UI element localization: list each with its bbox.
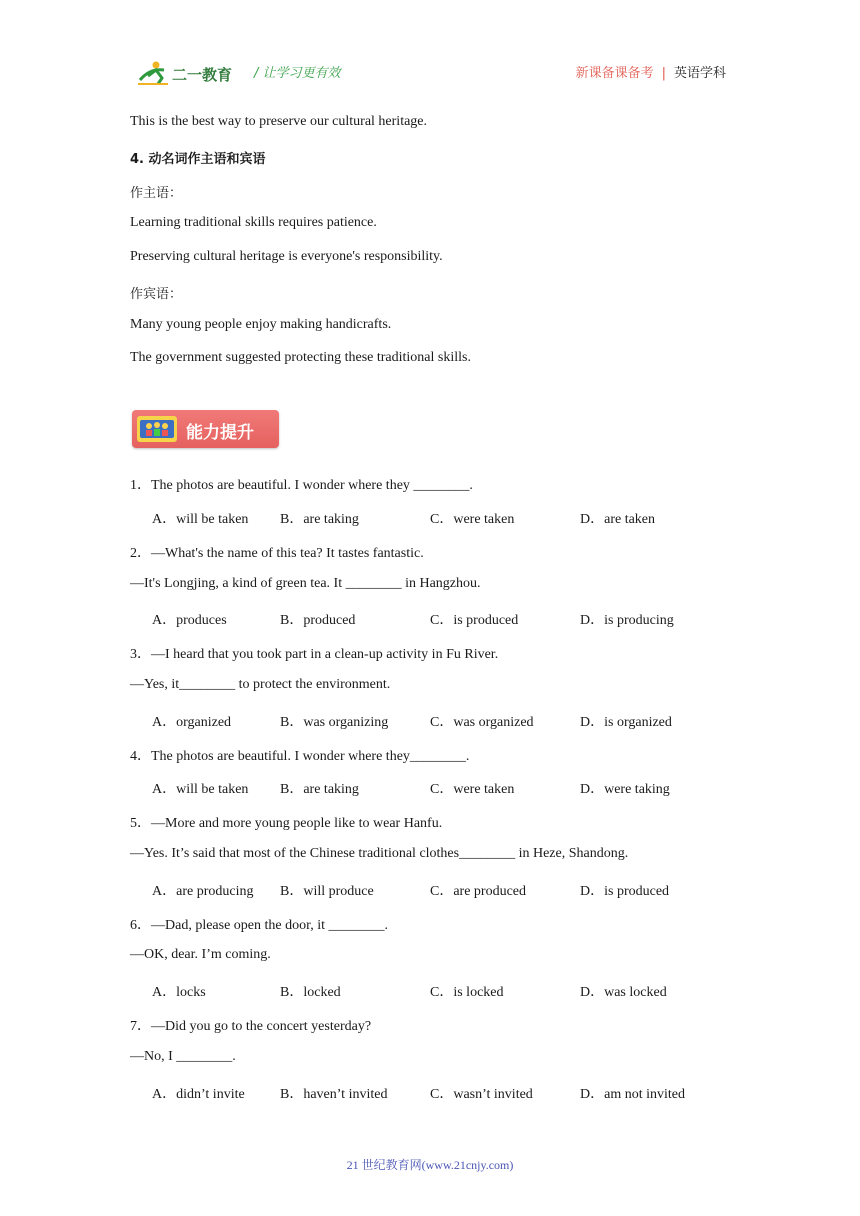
question-3-option-c[interactable]: C．was organized [430, 715, 534, 730]
subject-example-2: Preserving cultural heritage is everyone's responsibility. [130, 249, 443, 264]
question-7-option-a[interactable]: A．didn’t invite [152, 1087, 245, 1102]
question-3-option-d[interactable]: D．is organized [580, 715, 672, 730]
question-6-option-b[interactable]: B．locked [280, 985, 341, 1000]
question-6-reply: —OK, dear. I’m coming. [130, 947, 271, 962]
question-6-stem: 6．—Dad, please open the door, it ________. [130, 918, 389, 933]
question-6-option-c[interactable]: C．is locked [430, 985, 504, 1000]
question-7-stem: 7．—Did you go to the concert yesterday? [130, 1019, 372, 1034]
intro-sentence: This is the best way to preserve our cultural heritage. [130, 114, 428, 129]
question-4-stem: 4．The photos are beautiful. I wonder where they________. [130, 749, 470, 764]
question-7-option-c[interactable]: C．wasn’t invited [430, 1087, 533, 1102]
question-2-stem: 2．—What's the name of this tea? It tastes fantastic. [130, 546, 424, 561]
subject-example-1: Learning traditional skills requires patience. [130, 215, 377, 230]
header-tagline: 新课备课备考 [575, 66, 654, 81]
question-3-option-a[interactable]: A．organized [152, 715, 232, 730]
people-icon [137, 416, 177, 442]
question-3-reply: —Yes, it________ to protect the environment. [130, 677, 391, 692]
question-5-option-c[interactable]: C．are produced [430, 884, 527, 899]
page-footer[interactable]: 21 世纪教育网(www.21cnjy.com) [346, 1158, 514, 1172]
question-4-option-c[interactable]: C．were taken [430, 782, 515, 797]
question-7-option-d[interactable]: D．am not invited [580, 1087, 685, 1102]
question-2-option-c[interactable]: C．is produced [430, 613, 519, 628]
page-header [130, 52, 726, 92]
question-1-option-d[interactable]: D．are taken [580, 512, 656, 527]
question-6-option-a[interactable]: A．locks [152, 985, 206, 1000]
question-4-option-b[interactable]: B．are taking [280, 782, 359, 797]
question-2-option-a[interactable]: A．produces [152, 613, 227, 628]
ability-banner [132, 410, 279, 448]
object-example-1: Many young people enjoy making handicrafts. [130, 317, 392, 332]
question-4-option-d[interactable]: D．were taking [580, 782, 670, 797]
question-7-reply: —No, I ________. [130, 1049, 236, 1064]
question-2-reply: —It's Longjing, a kind of green tea. It ________ in Hangzhou. [130, 576, 481, 591]
logo [134, 58, 242, 88]
question-6-option-d[interactable]: D．was locked [580, 985, 667, 1000]
question-3-stem: 3．—I heard that you took part in a clean-up activity in Fu River. [130, 647, 499, 662]
question-1-stem: 1．The photos are beautiful. I wonder where they ________. [130, 478, 473, 493]
question-5-reply: —Yes. It’s said that most of the Chinese traditional clothes________ in Heze, Shandong. [130, 846, 629, 861]
subject-label: 作主语： [130, 186, 183, 201]
banner-label: 能力提升 [186, 423, 254, 443]
question-4-option-a[interactable]: A．will be taken [152, 782, 249, 797]
question-5-option-b[interactable]: B．will produce [280, 884, 374, 899]
logo-text: 二一教育 [172, 66, 233, 84]
question-2-option-b[interactable]: B．produced [280, 613, 356, 628]
question-1-option-b[interactable]: B．are taking [280, 512, 359, 527]
header-subject: 英语学科 [673, 66, 726, 81]
header-separator: | [661, 66, 666, 81]
question-5-stem: 5．—More and more young people like to wear Hanfu. [130, 816, 443, 831]
question-3-option-b[interactable]: B．was organizing [280, 715, 389, 730]
question-5-option-a[interactable]: A．are producing [152, 884, 254, 899]
question-5-option-d[interactable]: D．is produced [580, 884, 670, 899]
question-7-option-b[interactable]: B．haven’t invited [280, 1087, 388, 1102]
question-1-option-a[interactable]: A．will be taken [152, 512, 249, 527]
question-1-option-c[interactable]: C．were taken [430, 512, 515, 527]
slogan: / 让学习更有效 [254, 66, 341, 81]
header-right [576, 62, 726, 81]
object-example-2: The government suggested protecting these traditional skills. [130, 350, 471, 365]
object-label: 作宾语： [130, 287, 183, 302]
question-2-option-d[interactable]: D．is producing [580, 613, 674, 628]
section-title: 4. 动名词作主语和宾语 [130, 152, 266, 167]
